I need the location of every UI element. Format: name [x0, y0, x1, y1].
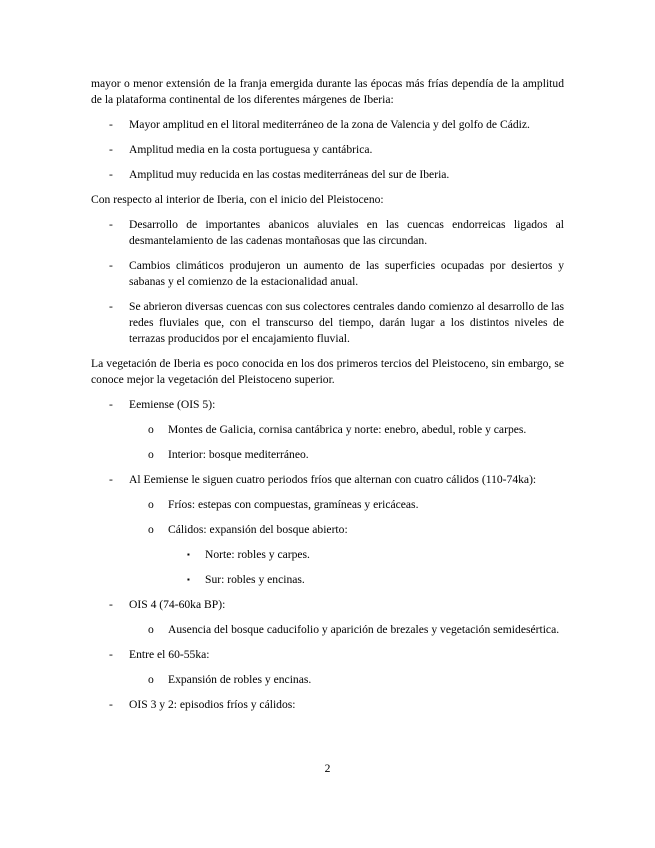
sublist-item: o Interior: bosque mediterráneo.	[148, 448, 309, 461]
circle-bullet-icon: o	[148, 498, 154, 511]
square-bullet-icon: ▪	[187, 550, 190, 559]
list-item: - Se abrieron diversas cuencas con sus colectores centrales dando comienzo al desarrollo de las redes fluviales que, con el transcurso del tiempo, darán lugar a los distintos niveles de terrazas producidos por el encajamiento fluvial.	[109, 300, 564, 345]
dash-marker: -	[109, 398, 113, 411]
list-item: - Eemiense (OIS 5):	[109, 398, 216, 411]
subsublist-item: ▪ Norte: robles y carpes.	[187, 548, 310, 561]
dash-marker: -	[109, 168, 113, 181]
intro-paragraph: mayor o menor extensión de la franja emergida durante las épocas más frías dependía de la amplitud de la plataforma continental de los diferentes márgenes de Iberia:	[91, 77, 564, 106]
interior-paragraph: Con respecto al interior de Iberia, con el inicio del Pleistoceno:	[91, 193, 384, 206]
vegetation-paragraph: La vegetación de Iberia es poco conocida en los dos primeros tercios del Pleistoceno, sin embargo, se conoce mejor la vegetación del Pleistoceno superior.	[91, 357, 564, 386]
list-item: - Mayor amplitud en el litoral mediterráneo de la zona de Valencia y del golfo de Cádiz.	[109, 118, 530, 131]
list-item: - OIS 3 y 2: episodios fríos y cálidos:	[109, 698, 296, 711]
sublist-item: o Ausencia del bosque caducifolio y aparición de brezales y vegetación semidesértica.	[148, 623, 560, 636]
circle-bullet-icon: o	[148, 523, 154, 536]
sublist-item: o Cálidos: expansión del bosque abierto:	[148, 523, 348, 536]
subsublist-item: ▪ Sur: robles y encinas.	[187, 573, 305, 586]
list-item: - Amplitud muy reducida en las costas mediterráneas del sur de Iberia.	[109, 168, 450, 181]
dash-marker: -	[109, 300, 113, 313]
circle-bullet-icon: o	[148, 423, 154, 436]
dash-marker: -	[109, 118, 113, 131]
list-item: - Amplitud media en la costa portuguesa y cantábrica.	[109, 143, 373, 156]
list-item: - OIS 4 (74-60ka BP):	[109, 598, 226, 611]
circle-bullet-icon: o	[148, 448, 154, 461]
list-item: - Al Eemiense le siguen cuatro periodos fríos que alternan con cuatro cálidos (110-74ka):	[109, 473, 537, 486]
dash-marker: -	[109, 598, 113, 611]
circle-bullet-icon: o	[148, 623, 154, 636]
list-item: - Cambios climáticos produjeron un aumento de las superficies ocupadas por desiertos y sabanas y el comienzo de la estacionalidad anual.	[109, 259, 564, 288]
list-item: - Entre el 60-55ka:	[109, 648, 210, 661]
sublist-item: o Fríos: estepas con compuestas, gramíneas y ericáceas.	[148, 498, 419, 511]
dash-marker: -	[109, 648, 113, 661]
dash-marker: -	[109, 143, 113, 156]
dash-marker: -	[109, 259, 113, 272]
document-page	[91, 76, 564, 722]
dash-marker: -	[109, 473, 113, 486]
square-bullet-icon: ▪	[187, 575, 190, 584]
sublist-item: o Expansión de robles y encinas.	[148, 673, 312, 686]
dash-marker: -	[109, 698, 113, 711]
list-item: - Desarrollo de importantes abanicos aluviales en las cuencas endorreicas ligados al desmantelamiento de las cadenas montañosas que las circundan.	[109, 218, 564, 247]
sublist-item: o Montes de Galicia, cornisa cantábrica y norte: enebro, abedul, roble y carpes.	[148, 423, 527, 436]
circle-bullet-icon: o	[148, 673, 154, 686]
page-number: 2	[324, 762, 331, 775]
dash-marker: -	[109, 218, 113, 231]
